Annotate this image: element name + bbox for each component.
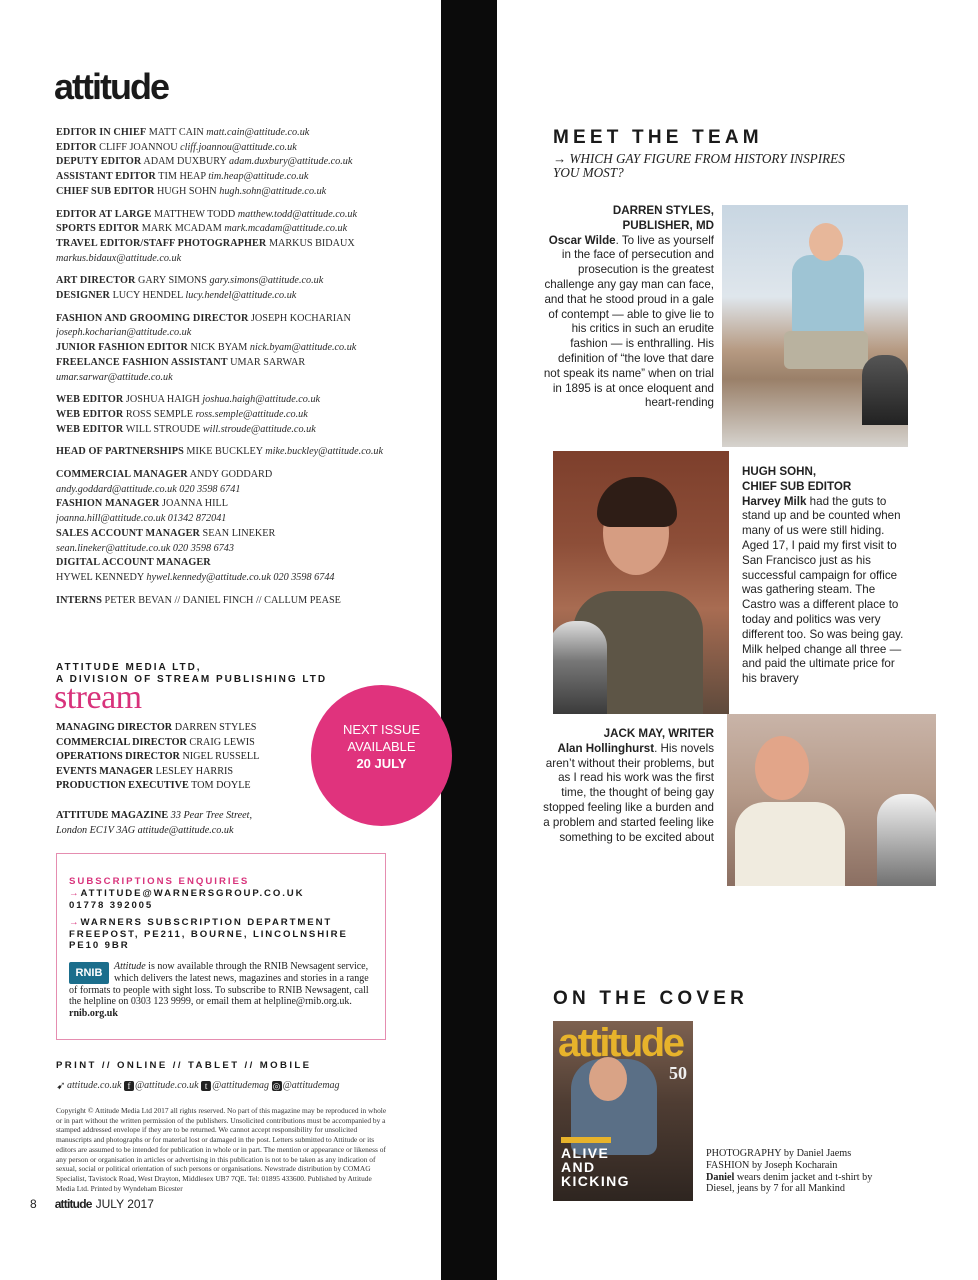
staff-line (56, 497, 436, 512)
staff-line (56, 571, 436, 586)
on-the-cover-title: ON THE COVER (553, 988, 749, 1009)
subscriptions-phone: 01778 392005 (69, 899, 154, 911)
management-name: LESLEY HARRIS (155, 765, 234, 777)
staff-email[interactable]: hugh.sohn@attitude.co.uk (219, 185, 327, 197)
staff-name: HYWEL KENNEDY (56, 571, 144, 583)
hugh-photo (553, 451, 729, 714)
member-figure: Harvey Milk (742, 494, 807, 508)
staff-role: WEB EDITOR (56, 423, 124, 435)
platforms-line: PRINT // ONLINE // TABLET // MOBILE (56, 1060, 312, 1071)
staff-group (56, 468, 436, 586)
folio-magazine: attitude (54, 1197, 92, 1211)
staff-name: HUGH SOHN (156, 185, 217, 197)
cover-fifty: 50 (669, 1063, 687, 1083)
arrow-icon: → (69, 917, 81, 929)
company-line-1: ATTITUDE MEDIA LTD, (56, 662, 202, 673)
team-member-darren (540, 204, 714, 411)
rnib-logo: RNIB (69, 962, 109, 984)
twitter-icon: t (201, 1081, 211, 1091)
staff-line (56, 594, 436, 609)
staff-role: SPORTS EDITOR (56, 223, 140, 235)
cover-headline-1: ALIVE (561, 1145, 610, 1161)
harvey-milk-inset (553, 621, 607, 714)
staff-role: EDITOR AT LARGE (56, 208, 152, 220)
subscriptions-title: SUBSCRIPTIONS ENQUIRIES (69, 876, 250, 887)
meet-the-team-title: MEET THE TEAM (553, 127, 763, 148)
staff-line (56, 274, 436, 289)
staff-email[interactable]: matt.cain@attitude.co.uk (206, 127, 310, 138)
staff-line (56, 556, 436, 571)
staff-line (56, 126, 436, 141)
management-role: EVENTS MANAGER (56, 765, 154, 777)
copyright-notice: Copyright © Attitude Media Ltd 2017 all rights reserved. No part of this magazine may be reproduced in whole or in part without the written permission of the publishers. Unsolicited contributions must be accompanied by a stamped addressed envelope if they are to be returned. We cannot accept responsibility for unsolicited manuscripts and photographs or for material lost or damaged in the post. Letters submitted to Attitude or its editors are assumed to be intended for publication in whole or in part. The mention or appearance or likeness of any person or organisation in articles or advertising in this publication is not to be taken as any indication of sexual, social or political orientation of such persons or organisations. Newstrade distribution by COMAG Specialist, Tavistock Road, West Drayton, Middlesex UB7 7QE. Tel: 01895 433600. Published by Attitude Media Ltd. Printed by Wyndeham Bicester (56, 1106, 387, 1193)
staff-line (56, 208, 436, 223)
staff-role: COMMERCIAL MANAGER (56, 469, 188, 481)
staff-line (56, 185, 436, 200)
staff-role: FASHION MANAGER (56, 498, 160, 510)
cover-headline-2: AND (561, 1159, 596, 1175)
staff-name: GARY SIMONS (137, 275, 207, 287)
staff-name: NICK BYAM (190, 342, 248, 354)
staff-role: HEAD OF PARTNERSHIPS (56, 446, 184, 458)
staff-role: ART DIRECTOR (56, 275, 136, 287)
staff-name: WILL STROUDE (125, 423, 201, 435)
rnib-notice (69, 961, 373, 1020)
staff-role: INTERNS (56, 594, 102, 606)
staff-group (56, 208, 436, 267)
darren-photo (722, 205, 908, 447)
staff-role: FREELANCE FASHION ASSISTANT (56, 356, 228, 368)
address-label: ATTITUDE MAGAZINE (56, 810, 169, 821)
staff-line (56, 408, 436, 423)
management-line (56, 721, 336, 736)
staff-email[interactable]: nick.byam@attitude.co.uk (249, 342, 357, 354)
rnib-url[interactable]: rnib.org.uk (69, 1008, 118, 1020)
staff-line (56, 155, 436, 170)
next-issue-date: 20 JULY (356, 756, 407, 771)
member-text: . His novels aren’t without their problems, but as I read his work was the first time, the thought of being gay stopped feeling like a burden and a problem and started feeling like something to be excited about (543, 741, 714, 844)
staff-email[interactable]: umar.sarwar@attitude.co.uk (56, 371, 173, 383)
staff-name: CLIFF JOANNOU (99, 141, 178, 153)
arrow-icon: → (69, 888, 81, 899)
staff-email[interactable]: will.stroude@attitude.co.uk (202, 423, 316, 435)
staff-name: ADAM DUXBURY (143, 156, 227, 168)
staff-email[interactable]: mark.mcadam@attitude.co.uk (224, 223, 348, 235)
staff-role: EDITOR IN CHIEF (56, 127, 147, 138)
staff-role: TRAVEL EDITOR/STAFF PHOTOGRAPHER (56, 237, 267, 249)
staff-email[interactable]: cliff.joannou@attitude.co.uk (180, 141, 297, 153)
staff-line (56, 393, 436, 408)
next-issue-line-1: NEXT ISSUE (342, 722, 421, 737)
staff-role: CHIEF SUB EDITOR (56, 185, 155, 197)
member-name-line-2: PUBLISHER, MD (622, 218, 714, 232)
staff-name: SEAN LINEKER (202, 527, 276, 539)
management-line (56, 736, 336, 751)
staff-group (56, 594, 436, 609)
management-name: CRAIG LEWIS (189, 736, 255, 748)
twitter-link[interactable]: @attitudemag (212, 1080, 270, 1091)
management-role: OPERATIONS DIRECTOR (56, 751, 180, 763)
staff-line (56, 289, 436, 304)
magazine-address (56, 809, 316, 838)
staff-line (56, 237, 436, 252)
staff-email[interactable]: joseph.kocharian@attitude.co.uk (56, 327, 192, 339)
attitude-logo: attitude (54, 66, 168, 107)
staff-group (56, 445, 436, 460)
staff-role: ASSISTANT EDITOR (56, 171, 156, 183)
staff-line (56, 527, 436, 542)
staff-role: FASHION AND GROOMING DIRECTOR (56, 312, 249, 324)
staff-name: UMAR SARWAR (230, 356, 306, 368)
staff-email[interactable]: matthew.todd@attitude.co.uk (237, 208, 358, 220)
staff-email[interactable]: ross.semple@attitude.co.uk (195, 408, 308, 420)
team-member-hugh (742, 465, 910, 687)
staff-group (56, 312, 436, 386)
management-role: PRODUCTION EXECUTIVE (56, 780, 189, 792)
photography-credit: PHOTOGRAPHY by Daniel Jaems (706, 1148, 852, 1159)
staff-email[interactable]: sean.lineker@attitude.co.uk 020 3598 6743 (56, 542, 234, 554)
fashion-credit: FASHION by Joseph Kocharain (706, 1159, 838, 1171)
management-line (56, 779, 336, 794)
management-role: COMMERCIAL DIRECTOR (56, 736, 187, 748)
jack-photo (727, 714, 936, 886)
staff-line (56, 512, 436, 527)
instagram-icon: ◎ (272, 1081, 281, 1091)
staff-role: JUNIOR FASHION EDITOR (56, 342, 188, 354)
staff-email[interactable]: joanna.hill@attitude.co.uk 01342 872041 (56, 513, 227, 525)
staff-email[interactable]: markus.bidaux@attitude.co.uk (56, 252, 182, 264)
staff-list (56, 126, 436, 616)
staff-email[interactable]: andy.goddard@attitude.co.uk 020 3598 6741 (56, 483, 241, 495)
management-line (56, 765, 336, 780)
web-link[interactable]: attitude.co.uk (67, 1080, 122, 1091)
cover-headline-3: KICKING (561, 1173, 630, 1189)
subscriptions-address-1: FREEPOST, PE211, BOURNE, LINCOLNSHIRE (69, 928, 348, 940)
member-name-line-1: DARREN STYLES, (612, 204, 714, 217)
staff-role: DEPUTY EDITOR (56, 156, 142, 168)
staff-line (56, 483, 436, 498)
staff-email[interactable]: mike.buckley@attitude.co.uk (265, 446, 383, 458)
staff-name: LUCY HENDEL (112, 290, 183, 302)
address-line-1: 33 Pear Tree Street, (170, 810, 253, 821)
management-list (56, 721, 336, 794)
social-links (56, 1080, 340, 1091)
staff-line (56, 312, 436, 327)
staff-email[interactable]: joshua.haigh@attitude.co.uk (202, 394, 321, 406)
company-line-2: A DIVISION OF STREAM PUBLISHING LTD (56, 674, 328, 685)
cursor-icon: ➹ (56, 1080, 66, 1092)
staff-name: JOSEPH KOCHARIAN (250, 312, 351, 324)
staff-line (56, 141, 436, 156)
staff-line (56, 252, 436, 267)
next-issue-line-2: AVAILABLE (347, 739, 416, 754)
staff-role: EDITOR (56, 141, 97, 153)
staff-line (56, 371, 436, 386)
member-name-line-1: HUGH SOHN, (742, 465, 817, 478)
rnib-text: is now available through the RNIB Newsagent service, which delivers the latest news, magazines and stories in a range of formats to people with sight loss. To subscribe to RNIB Newsagent, call the helpline on 0303 123 9999, or email them at helpline@rnib.org.uk. (69, 960, 369, 1008)
subscriptions-box (56, 853, 386, 1040)
cover-subject: Daniel (706, 1171, 735, 1183)
staff-name: MATT CAIN (148, 127, 204, 138)
alan-hollinghurst-inset (877, 794, 936, 886)
facebook-icon: f (124, 1081, 134, 1091)
member-figure: Alan Hollinghurst (557, 741, 655, 755)
page-number: 8 (30, 1197, 37, 1211)
staff-name: ANDY GODDARD (189, 469, 273, 481)
staff-name: MATTHEW TODD (154, 208, 236, 220)
staff-group (56, 126, 436, 200)
cover-masthead: attitude (558, 1021, 683, 1065)
staff-role: WEB EDITOR (56, 408, 124, 420)
staff-line (56, 542, 436, 557)
member-text: had the guts to stand up and be counted when many of us were still hiding. Aged 17, I paid my first visit to San Francisco just as his successful campaign for office was gathering steam. The Castro was a different place to today and politics was very different too. So was being gay. Milk helped change all three — and paid the ultimate price for his bravery (742, 494, 904, 686)
staff-line (56, 222, 436, 237)
member-name-line-2: CHIEF SUB EDITOR (742, 479, 852, 493)
staff-role: SALES ACCOUNT MANAGER (56, 527, 200, 539)
member-figure: Oscar Wilde (548, 233, 616, 247)
cover-headline (561, 1146, 630, 1188)
stream-logo: stream (54, 679, 142, 716)
staff-role: DIGITAL ACCOUNT MANAGER (56, 557, 211, 569)
staff-line (56, 445, 436, 460)
staff-name: MARK MCADAM (141, 223, 222, 235)
subscriptions-address-2: PE10 9BR (69, 940, 130, 952)
staff-line (56, 423, 436, 438)
staff-role: WEB EDITOR (56, 394, 124, 406)
staff-email[interactable]: adam.duxbury@attitude.co.uk (229, 156, 353, 168)
subscriptions-dept: WARNERS SUBSCRIPTION DEPARTMENT (80, 917, 333, 929)
staff-email[interactable]: lucy.hendel@attitude.co.uk (185, 290, 297, 302)
staff-name: MARKUS BIDAUX (268, 237, 355, 249)
cover-image (553, 1021, 693, 1201)
staff-line (56, 356, 436, 371)
team-member-jack (540, 727, 714, 845)
address-line-2: London EC1V 3AG attitude@attitude.co.uk (56, 824, 234, 836)
member-text: . To live as yourself in the face of persecution and prosecution is the greatest challenge any gay man can face, and that he stood proud in a gale of contempt — able to give lie to his critics in such an erudite fashion — is enthralling. His definition of “the love that dare not speak its name” when on trial in 1895 is at once eloquent and heart-rending (543, 233, 714, 410)
staff-line (56, 170, 436, 185)
meet-the-team-question: → WHICH GAY FIGURE FROM HISTORY INSPIRES YOU MOST? (553, 151, 845, 180)
management-line (56, 750, 336, 765)
staff-group (56, 274, 436, 303)
member-name-line-1: JACK MAY, WRITER (603, 727, 714, 740)
staff-line (56, 341, 436, 356)
management-role: MANAGING DIRECTOR (56, 722, 173, 733)
staff-name: MIKE BUCKLEY (186, 446, 263, 458)
staff-name: ROSS SEMPLE (125, 408, 193, 420)
subscriptions-email[interactable]: ATTITUDE@WARNERSGROUP.CO.UK (80, 888, 305, 899)
management-name: TOM DOYLE (191, 780, 251, 792)
folio-issue: JULY 2017 (95, 1197, 154, 1211)
next-issue-badge (311, 685, 452, 826)
staff-name: JOSHUA HAIGH (125, 394, 200, 406)
staff-name: PETER BEVAN // DANIEL FINCH // CALLUM PEASE (104, 594, 341, 606)
staff-name: TIM HEAP (158, 171, 206, 183)
staff-group (56, 393, 436, 437)
facebook-link[interactable]: @attitude.co.uk (134, 1080, 199, 1091)
management-name: DARREN STYLES (174, 722, 257, 733)
center-black-band (441, 0, 497, 1280)
cover-description: wears denim jacket and t-shirt by Diesel, jeans by 7 for all Mankind (706, 1171, 873, 1195)
instagram-link[interactable]: @attitudemag (282, 1080, 340, 1091)
cover-credits (706, 1148, 886, 1195)
staff-email[interactable]: hywel.kennedy@attitude.co.uk 020 3598 6744 (146, 571, 335, 583)
staff-role: DESIGNER (56, 290, 111, 302)
rnib-magazine-name: Attitude (114, 960, 146, 972)
oscar-wilde-inset (862, 355, 908, 425)
management-name: NIGEL RUSSELL (182, 751, 260, 763)
staff-name: JOANNA HILL (162, 498, 228, 510)
staff-line (56, 326, 436, 341)
staff-line (56, 468, 436, 483)
staff-email[interactable]: tim.heap@attitude.co.uk (208, 171, 309, 183)
staff-email[interactable]: gary.simons@attitude.co.uk (209, 275, 324, 287)
page-folio (30, 1197, 154, 1211)
